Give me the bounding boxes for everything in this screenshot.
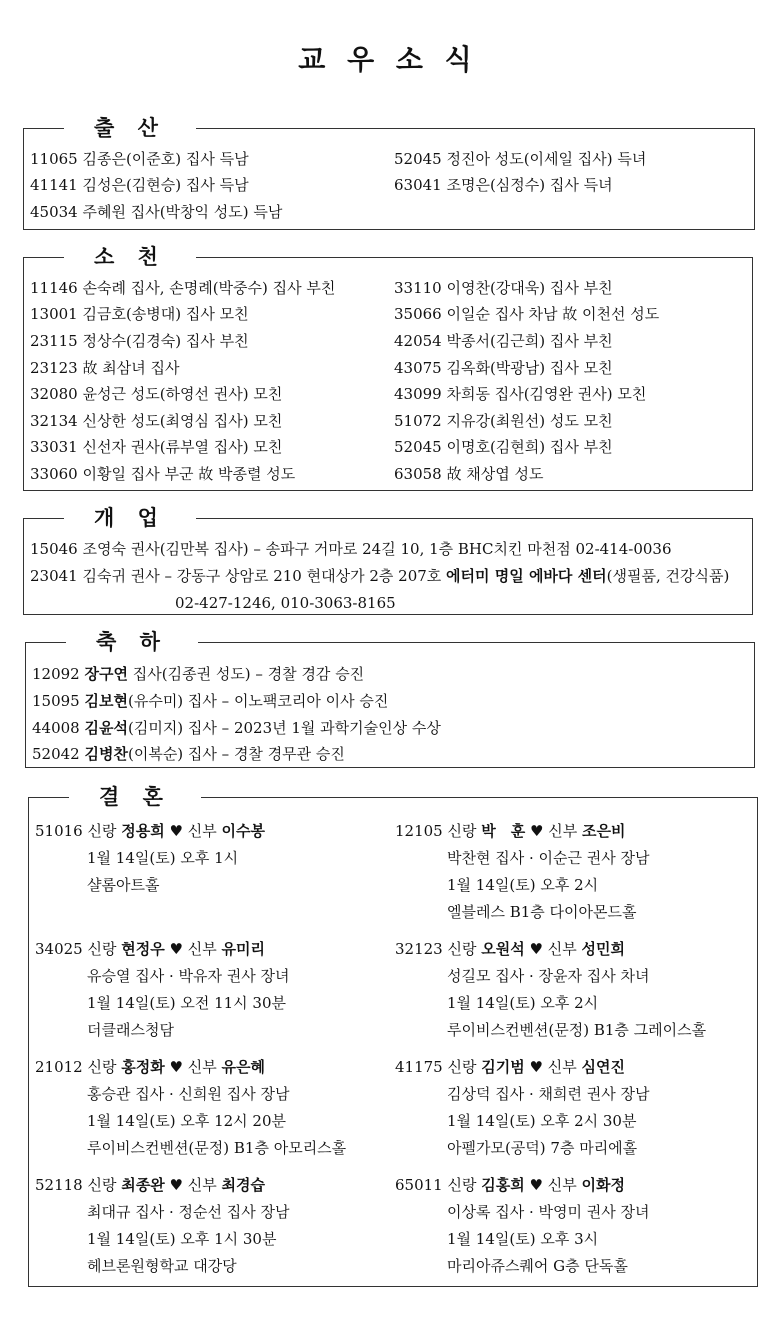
condolence-item: 33031 신선자 권사(류부열 집사) 모친	[30, 438, 283, 457]
condolence-item: 43099 차희동 집사(김영완 권사) 모친	[394, 385, 647, 404]
condolence-item: 23115 정상수(김경숙) 집사 부친	[30, 331, 249, 350]
groom-label: 신랑	[87, 822, 117, 840]
condolence-item: 43075 김옥화(박광남) 집사 모친	[394, 358, 613, 377]
opening-item: 15046 조영숙 권사(김만복 집사) – 송파구 거마로 24길 10, 1층 BHC치킨 마천점 02-414-0036	[30, 540, 672, 558]
condolence-item-row	[30, 407, 746, 434]
condolence-item-row	[30, 460, 746, 487]
member-code: 52118	[35, 1176, 83, 1194]
condolence-heading: 소 천	[64, 244, 196, 270]
condolence-item: 33060 이황일 집사 부군 故 박종렬 성도	[30, 464, 296, 483]
wedding-time: 1월 14일(토) 오후 3시	[446, 1230, 599, 1248]
groom-name: 김기범	[481, 1058, 525, 1076]
bride-label: 신부	[187, 940, 217, 958]
wedding-parents: 김상덕 집사 · 채희련 권사 장남	[446, 1085, 650, 1103]
heart-icon: ♥	[169, 1058, 183, 1076]
opening-phone: 02-427-1246, 010-3063-8165	[175, 593, 396, 612]
condolence-item: 33110 이영찬(강대욱) 집사 부친	[394, 278, 613, 297]
wedding-row	[35, 1054, 751, 1162]
bride-name: 이화정	[581, 1176, 625, 1194]
birth-item: 63041 조명은(심정수) 집사 득녀	[394, 176, 613, 195]
bride-label: 신부	[547, 1176, 577, 1194]
wedding-place: 더클래스청담	[87, 1021, 174, 1039]
wedding-entry	[395, 1172, 751, 1280]
groom-label: 신랑	[447, 822, 477, 840]
member-code: 41175	[394, 1058, 443, 1076]
wedding-parents: 이상록 집사 · 박영미 권사 장녀	[446, 1203, 650, 1221]
bride-name: 성민희	[581, 940, 625, 958]
wedding-entry	[35, 936, 395, 1044]
member-name: 김병찬	[84, 745, 128, 764]
wedding-entry	[395, 936, 751, 1044]
bride-label: 신부	[187, 1176, 217, 1194]
bride-label: 신부	[547, 1058, 577, 1076]
opening-section	[23, 505, 753, 615]
birth-item: 41141 김성은(김현승) 집사 득남	[30, 176, 249, 195]
congrats-item	[32, 661, 748, 688]
birth-item-row	[30, 172, 748, 199]
condolence-item: 32134 신상한 성도(최영심 집사) 모친	[30, 411, 283, 430]
condolence-list	[30, 274, 746, 487]
wedding-parents: 최대규 집사 · 정순선 집사 장남	[87, 1203, 290, 1221]
heart-icon: ♥	[529, 1058, 543, 1076]
bride-name: 조은비	[582, 822, 626, 840]
birth-item: 11065 김종은(이준호) 집사 득남	[30, 149, 249, 168]
condolence-section	[23, 244, 753, 491]
condolence-item-row	[30, 434, 746, 461]
groom-name: 정용희	[121, 822, 165, 840]
condolence-item-row	[30, 354, 746, 381]
member-code: 34025	[35, 940, 83, 958]
condolence-item: 63058 故 채상엽 성도	[394, 464, 544, 483]
member-code: 15095	[32, 691, 80, 710]
wedding-entry	[395, 1054, 751, 1162]
bride-label: 신부	[187, 1058, 217, 1076]
birth-heading: 출 산	[64, 115, 196, 141]
birth-item: 52045 정진아 성도(이세일 집사) 득녀	[394, 149, 647, 168]
groom-label: 신랑	[87, 940, 117, 958]
page-title: 교 우 소 식	[298, 43, 478, 76]
heart-icon: ♥	[530, 822, 544, 840]
wedding-list	[35, 818, 751, 1290]
condolence-item-row	[30, 327, 746, 354]
wedding-time: 1월 14일(토) 오전 11시 30분	[87, 994, 287, 1012]
bride-name: 심연진	[581, 1058, 625, 1076]
wedding-entry	[35, 1054, 395, 1162]
congrats-list	[32, 661, 748, 768]
opening-item-note: (생필품, 건강식품)	[606, 566, 730, 585]
wedding-parents: 유승열 집사 · 박유자 권사 장녀	[87, 967, 290, 985]
heart-icon: ♥	[529, 1176, 543, 1194]
wedding-place: 루이비스컨벤션(문정) B1층 그레이스홀	[446, 1021, 707, 1039]
wedding-place: 마리아쥬스퀘어 G층 단독홀	[446, 1257, 628, 1275]
birth-item: 45034 주혜원 집사(박창익 성도) 득남	[30, 202, 283, 221]
opening-item-text: 23041 김숙귀 권사 – 강동구 상암로 210 현대상가 2층 207호	[30, 566, 447, 585]
wedding-time: 1월 14일(토) 오후 2시	[446, 876, 599, 894]
opening-heading: 개 업	[64, 505, 196, 531]
bride-name: 유미리	[221, 940, 266, 958]
wedding-couple	[395, 1172, 751, 1199]
groom-name: 현정우	[121, 940, 165, 958]
member-name: 장구연	[84, 665, 128, 683]
wedding-couple	[35, 1172, 395, 1199]
congrats-detail: (이복순) 집사 – 경찰 경무관 승진	[127, 745, 345, 764]
condolence-item-row	[30, 380, 746, 407]
wedding-couple	[395, 818, 751, 845]
member-name: 김윤석	[84, 718, 128, 737]
groom-name: 최종완	[121, 1176, 165, 1194]
wedding-parents: 홍승관 집사 · 신희원 집사 장남	[87, 1085, 290, 1103]
wedding-time: 1월 14일(토) 오후 1시 30분	[87, 1230, 277, 1248]
heart-icon: ♥	[169, 1176, 183, 1194]
wedding-entry	[35, 1172, 395, 1280]
congrats-detail: (유수미) 집사 – 이노팩코리아 이사 승진	[127, 691, 389, 710]
wedding-section	[28, 784, 758, 1287]
wedding-heading: 결 혼	[69, 784, 201, 810]
bride-label: 신부	[547, 940, 577, 958]
condolence-item: 52045 이명호(김현희) 집사 부친	[394, 438, 613, 457]
birth-item-row	[30, 198, 748, 225]
wedding-time: 1월 14일(토) 오후 2시	[446, 994, 599, 1012]
bride-name: 이수봉	[221, 822, 266, 840]
wedding-couple	[395, 936, 751, 963]
heart-icon: ♥	[169, 940, 183, 958]
condolence-item: 11146 손숙례 집사, 손명례(박중수) 집사 부친	[30, 278, 336, 297]
groom-label: 신랑	[87, 1058, 117, 1076]
member-code: 12105	[394, 822, 443, 840]
wedding-couple	[35, 936, 395, 963]
wedding-parents: 성길모 집사 · 장윤자 집사 차녀	[446, 967, 650, 985]
bride-name: 유은혜	[221, 1058, 266, 1076]
wedding-entry	[35, 818, 395, 926]
member-code: 32123	[394, 940, 443, 958]
member-code: 51016	[35, 822, 83, 840]
condolence-item: 23123 故 최삼녀 집사	[30, 358, 180, 377]
congrats-section	[25, 629, 755, 768]
member-code: 12092	[32, 665, 80, 683]
wedding-place: 루이비스컨벤션(문정) B1층 아모리스홀	[87, 1139, 347, 1157]
bride-name: 최경습	[221, 1176, 266, 1194]
wedding-couple	[35, 818, 395, 845]
wedding-place: 헤브론원형학교 대강당	[87, 1257, 237, 1275]
bride-label: 신부	[187, 822, 217, 840]
member-code: 65011	[394, 1176, 443, 1194]
wedding-entry	[395, 818, 751, 926]
congrats-heading: 축 하	[66, 629, 198, 655]
wedding-time: 1월 14일(토) 오후 12시 20분	[87, 1112, 287, 1130]
congrats-item	[32, 688, 748, 715]
congrats-detail: (김미지) 집사 – 2023년 1월 과학기술인상 수상	[127, 718, 441, 737]
condolence-item: 32080 윤성근 성도(하영선 권사) 모친	[30, 385, 283, 404]
wedding-parents: 박찬현 집사 · 이순근 권사 장남	[446, 849, 650, 867]
birth-item-row	[30, 145, 748, 172]
birth-section	[23, 115, 755, 230]
groom-name: 오원석	[481, 940, 525, 958]
opening-shop-name: 에터미 명일 에바다 센터	[446, 566, 607, 585]
member-code: 52042	[32, 745, 80, 764]
member-code: 44008	[32, 718, 80, 737]
condolence-item: 13001 김금호(송병대) 집사 모친	[30, 305, 249, 324]
groom-label: 신랑	[87, 1176, 117, 1194]
opening-item	[30, 563, 746, 590]
condolence-item: 51072 지유강(최원선) 성도 모친	[394, 411, 613, 430]
groom-name: 박 훈	[481, 822, 526, 840]
wedding-place: 샬롬아트홀	[87, 876, 160, 894]
heart-icon: ♥	[529, 940, 543, 958]
birth-list	[30, 145, 748, 225]
wedding-row	[35, 818, 751, 926]
wedding-place: 아펠가모(공덕) 7층 마리에홀	[446, 1139, 638, 1157]
groom-label: 신랑	[447, 1058, 477, 1076]
wedding-row	[35, 936, 751, 1044]
wedding-couple	[35, 1054, 395, 1081]
congrats-detail: 집사(김종권 성도) – 경찰 경감 승진	[127, 665, 365, 683]
wedding-time: 1월 14일(토) 오후 2시 30분	[446, 1112, 637, 1130]
groom-name: 홍정화	[121, 1058, 165, 1076]
groom-name: 김홍희	[481, 1176, 525, 1194]
wedding-row	[35, 1172, 751, 1280]
member-code: 21012	[35, 1058, 83, 1076]
condolence-item-row	[30, 274, 746, 301]
groom-label: 신랑	[447, 940, 477, 958]
groom-label: 신랑	[447, 1176, 477, 1194]
heart-icon: ♥	[169, 822, 183, 840]
wedding-time: 1월 14일(토) 오후 1시	[87, 849, 239, 867]
wedding-place: 엘블레스 B1층 다이아몬드홀	[446, 903, 637, 921]
congrats-item	[32, 715, 748, 742]
bride-label: 신부	[548, 822, 578, 840]
condolence-item-row	[30, 301, 746, 328]
member-name: 김보현	[84, 691, 128, 710]
wedding-couple	[395, 1054, 751, 1081]
congrats-item	[32, 741, 748, 768]
condolence-item: 42054 박종서(김근희) 집사 부친	[394, 331, 613, 350]
condolence-item: 35066 이일순 집사 차남 故 이천선 성도	[394, 305, 660, 324]
